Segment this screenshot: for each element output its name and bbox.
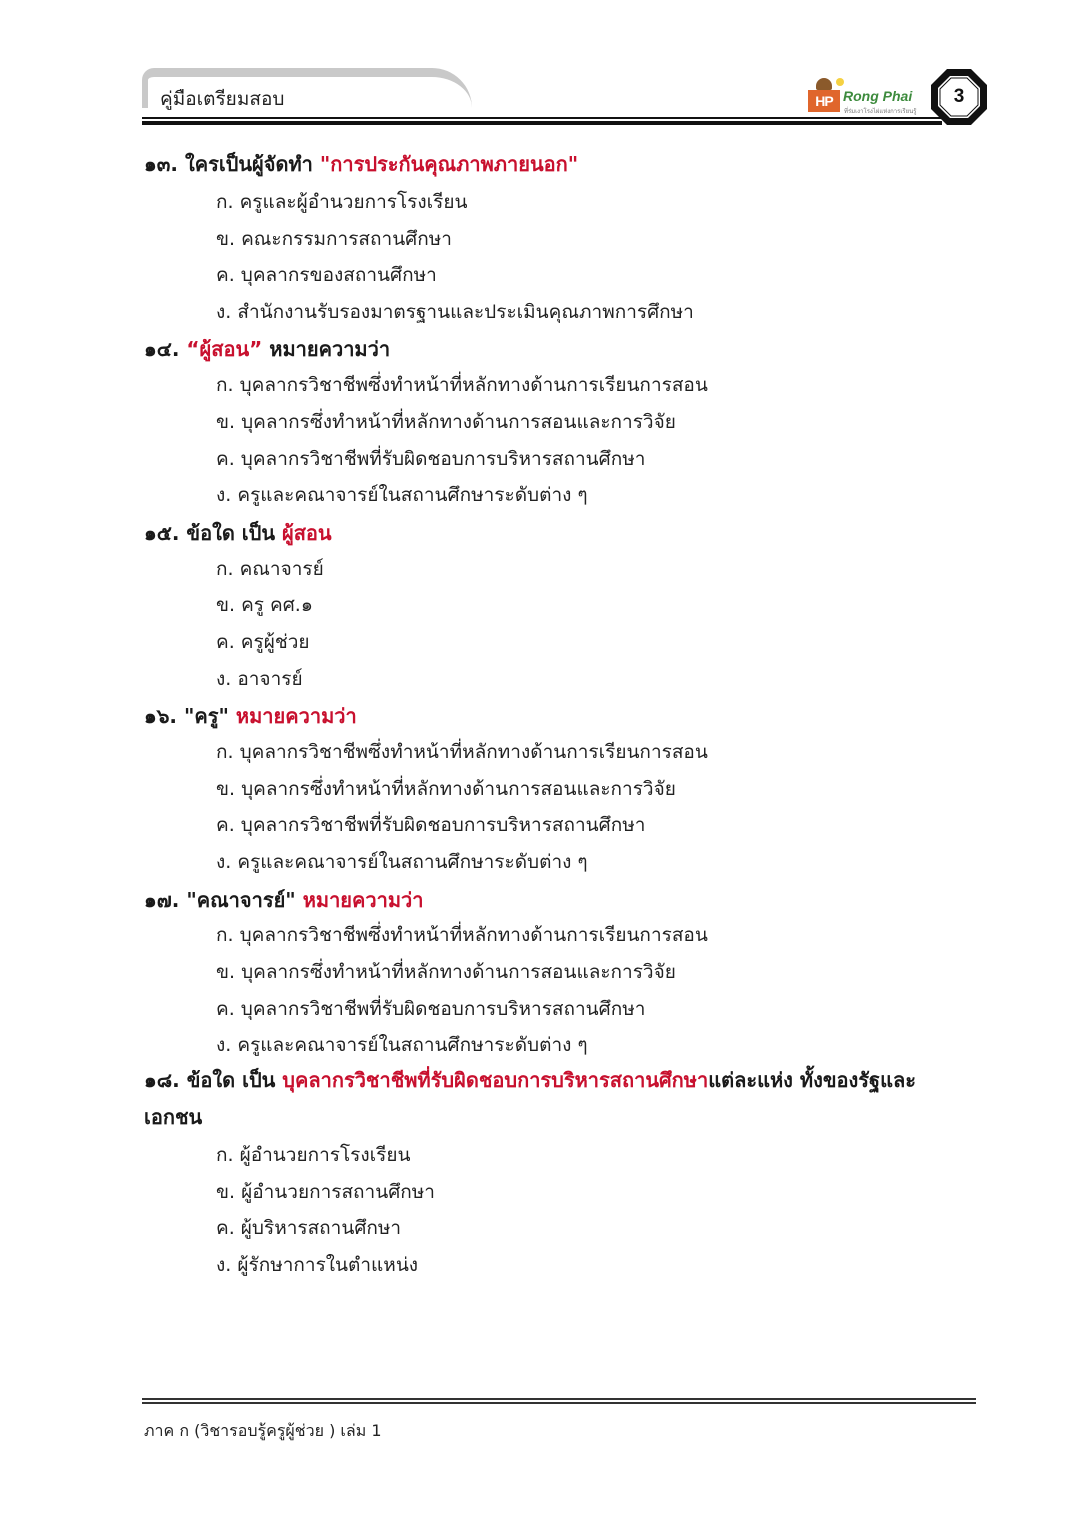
stem-suffix: แต่ละแห่ง ทั้งของรัฐและเอกชน xyxy=(144,1068,916,1129)
footer-rule-second xyxy=(142,1402,976,1404)
choice: ข. ผู้อำนวยการสถานศึกษา xyxy=(216,1181,435,1203)
choice: ข. บุคลากรซึ่งทำหน้าที่หลักทางด้านการสอนและการวิจัย xyxy=(216,961,676,983)
page-header xyxy=(0,0,1080,135)
question-14-stem xyxy=(144,333,390,365)
stem-highlight: บุคลากรวิชาชีพที่รับผิดชอบการบริหารสถานศึกษา xyxy=(282,1068,709,1092)
header-rule-thick xyxy=(142,121,942,125)
question-15-stem xyxy=(144,517,332,549)
stem-highlight: "การประกันคุณภาพภายนอก" xyxy=(319,152,579,176)
stem-highlight: “ผู้สอน” xyxy=(186,337,263,361)
header-title: คู่มือเตรียมสอบ xyxy=(160,88,285,110)
footer-rule xyxy=(142,1398,976,1400)
choice: ก. บุคลากรวิชาชีพซึ่งทำหน้าที่หลักทางด้านการเรียนการสอน xyxy=(216,741,708,763)
choice: ง. ครูและคณาจารย์ในสถานศึกษาระดับต่าง ๆ xyxy=(216,851,588,873)
question-number: ๑๗. xyxy=(144,888,180,912)
choice: ง. สำนักงานรับรองมาตรฐานและประเมินคุณภาพการศึกษา xyxy=(216,301,694,323)
choice: ข. บุคลากรซึ่งทำหน้าที่หลักทางด้านการสอนและการวิจัย xyxy=(216,411,676,433)
choice: ก. บุคลากรวิชาชีพซึ่งทำหน้าที่หลักทางด้านการเรียนการสอน xyxy=(216,374,708,396)
choice: ง. ผู้รักษาการในตำแหน่ง xyxy=(216,1254,419,1276)
stem-highlight: หมายความว่า xyxy=(302,888,424,912)
stem-text: "ครู" xyxy=(183,704,236,728)
choice: ข. ครู คศ.๑ xyxy=(216,594,313,616)
stem-highlight: ผู้สอน xyxy=(281,521,332,545)
choice: ก. ครูและผู้อำนวยการโรงเรียน xyxy=(216,191,468,213)
footer-text: ภาค ก (วิชารอบรู้ครูผู้ช่วย ) เล่ม 1 xyxy=(144,1421,382,1440)
stem-text: ข้อใด เป็น xyxy=(186,521,282,545)
stem-text: "คณาจารย์" xyxy=(186,888,303,912)
choice: ค. บุคลากรวิชาชีพที่รับผิดชอบการบริหารสถานศึกษา xyxy=(216,814,646,836)
choice: ง. อาจารย์ xyxy=(216,668,303,690)
question-13-stem xyxy=(144,148,578,180)
logo-sun-icon xyxy=(836,78,844,86)
choice: ค. ผู้บริหารสถานศึกษา xyxy=(216,1217,402,1239)
logo-name: Rong Phai xyxy=(843,88,913,104)
logo-child-icon xyxy=(816,78,832,90)
choice: ค. บุคลากรวิชาชีพที่รับผิดชอบการบริหารสถานศึกษา xyxy=(216,998,646,1020)
question-number: ๑๔. xyxy=(144,337,180,361)
stem-suffix: หมายความว่า xyxy=(262,337,391,361)
logo-badge: HP xyxy=(808,90,840,112)
question-16-stem xyxy=(144,700,357,732)
question-number: ๑๓. xyxy=(144,152,178,176)
choice: ค. บุคลากรวิชาชีพที่รับผิดชอบการบริหารสถานศึกษา xyxy=(216,448,646,470)
question-number: ๑๕. xyxy=(144,521,180,545)
choice: ก. ผู้อำนวยการโรงเรียน xyxy=(216,1144,411,1166)
stem-text: ใครเป็นผู้จัดทำ xyxy=(184,152,320,176)
choice: ข. คณะกรรมการสถานศึกษา xyxy=(216,228,452,250)
choice: ง. ครูและคณาจารย์ในสถานศึกษาระดับต่าง ๆ xyxy=(216,1034,588,1056)
choice: ก. บุคลากรวิชาชีพซึ่งทำหน้าที่หลักทางด้านการเรียนการสอน xyxy=(216,924,708,946)
rong-phai-logo xyxy=(808,82,928,116)
header-rule xyxy=(142,117,942,119)
stem-text: ข้อใด เป็น xyxy=(186,1068,283,1092)
question-17-stem xyxy=(144,884,424,916)
choice: ข. บุคลากรซึ่งทำหน้าที่หลักทางด้านการสอนและการวิจัย xyxy=(216,778,676,800)
page-number-badge xyxy=(930,68,988,126)
choice: ค. บุคลากรของสถานศึกษา xyxy=(216,264,437,286)
page-number: 3 xyxy=(953,86,965,107)
stem-highlight: หมายความว่า xyxy=(235,704,357,728)
question-18-stem xyxy=(144,1062,964,1136)
choice: ค. ครูผู้ช่วย xyxy=(216,631,310,653)
logo-tagline: ที่ร่มเงาโรงไผ่แห่งการเรียนรู้ xyxy=(844,108,917,115)
question-number: ๑๖. xyxy=(144,704,177,728)
choice: ก. คณาจารย์ xyxy=(216,558,324,580)
choice: ง. ครูและคณาจารย์ในสถานศึกษาระดับต่าง ๆ xyxy=(216,484,588,506)
question-number: ๑๘. xyxy=(144,1068,180,1092)
